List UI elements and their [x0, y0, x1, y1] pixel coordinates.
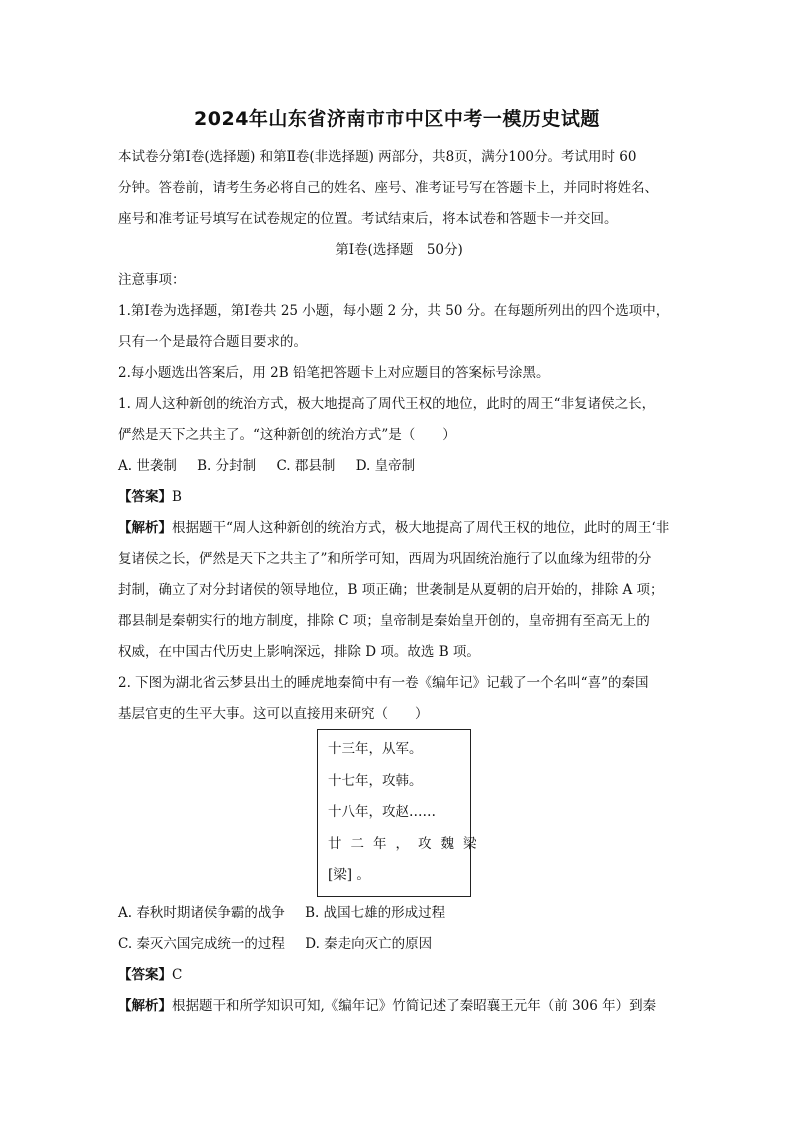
option-c: C. 郡县制	[276, 458, 336, 474]
option-d: D. 秦走向灭亡的原因	[305, 936, 433, 952]
analysis-line: 封制，确立了对分封诸侯的领导地位，B 项正确；世袭制是从夏朝的启开始的，排除 A 项；	[118, 582, 664, 598]
notes-heading: 注意事项：	[118, 272, 186, 288]
option-a: A. 世袭制	[118, 458, 177, 474]
answer-line	[118, 482, 680, 513]
analysis-label: 【解析】	[118, 520, 172, 536]
intro-line: 分钟。答卷前，请考生务必将自己的姓名、座号、准考证号写在答题卡上，并同时将姓名、	[118, 180, 658, 196]
page-title: 2024年山东省济南市市中区中考一模历史试题	[194, 108, 600, 130]
question-2-stem	[118, 668, 680, 730]
quote-line: 十八年，攻赵……	[328, 804, 436, 820]
question-stem-line: 2. 下图为湖北省云梦县出土的睡虎地秦简中有一卷《编年记》记载了一个名叫“喜”的秦国	[118, 675, 649, 691]
question-stem-line: 基层官吏的生平大事。这可以直接用来研究（ ）	[118, 706, 429, 722]
options-row	[118, 451, 680, 482]
bamboo-slip-quote-box	[317, 729, 486, 897]
analysis-text: 根据题干“周人这种新创的统治方式，极大地提高了周代王权的地位，此时的周王‘非	[172, 520, 670, 536]
quote-line: [梁] 。	[328, 867, 370, 883]
quote-line: 十三年，从军。	[328, 741, 423, 757]
quote-line: 十七年，攻韩。	[328, 772, 423, 789]
note-line: 只有一个是最符合题目要求的。	[118, 334, 307, 350]
analysis-line: 复诸侯之长，俨然是天下之共主了”和所学可知，西周为巩固统治施行了以血缘为纽带的分	[118, 551, 652, 567]
note-line: 1.第Ⅰ卷为选择题，第Ⅰ卷共 25 小题，每小题 2 分，共 50 分。在每题所列出的四个选项中，	[118, 303, 670, 319]
answer-value: B	[172, 489, 182, 505]
answer-value: C	[172, 967, 183, 983]
option-b: B. 战国七雄的形成过程	[305, 905, 446, 921]
analysis-line	[118, 513, 680, 544]
analysis-text: 根据题干和所学知识可知,《编年记》竹简记述了秦昭襄王元年（前 306 年）到秦	[172, 998, 657, 1014]
options-row	[118, 929, 680, 960]
intro-line: 座号和准考证号填写在试卷规定的位置。考试结束后，将本试卷和答题卡一并交回。	[118, 211, 618, 227]
option-a: A. 春秋时期诸侯争霸的战争	[118, 905, 285, 921]
analysis-line	[118, 991, 680, 1022]
quote-line: 廿二年，攻魏梁	[328, 835, 486, 852]
question-stem-line: 俨然是天下之共主了。“这种新创的统治方式”是（ ）	[118, 427, 456, 443]
option-b: B. 分封制	[197, 458, 257, 474]
answer-label: 【答案】	[118, 967, 172, 983]
intro-paragraph	[118, 142, 680, 235]
question-2-body	[118, 898, 680, 1022]
question-1	[118, 389, 680, 668]
notes-section	[118, 265, 680, 389]
option-c: C. 秦灭六国完成统一的过程	[118, 936, 285, 952]
answer-line	[118, 960, 680, 991]
options-row	[118, 898, 680, 929]
intro-line: 本试卷分第Ⅰ卷(选择题) 和第Ⅱ卷(非选择题) 两部分，共8页，满分100分。考试用时 60	[118, 149, 637, 165]
question-stem-line: 1. 周人这种新创的统治方式，极大地提高了周代王权的地位，此时的周王“非复诸侯之长，	[118, 396, 656, 412]
analysis-line: 郡县制是秦朝实行的地方制度，排除 C 项；皇帝制是秦始皇开创的，皇帝拥有至高无上的	[118, 613, 650, 629]
analysis-label: 【解析】	[118, 998, 172, 1014]
option-d: D. 皇帝制	[355, 458, 416, 474]
section-heading: 第Ⅰ卷(选择题 50分)	[335, 242, 463, 258]
note-line: 2.每小题选出答案后，用 2B 铅笔把答题卡上对应题目的答案标号涂黑。	[118, 365, 550, 381]
analysis-line: 权威，在中国古代历史上影响深远，排除 D 项。故选 B 项。	[118, 644, 480, 660]
answer-label: 【答案】	[118, 489, 172, 505]
